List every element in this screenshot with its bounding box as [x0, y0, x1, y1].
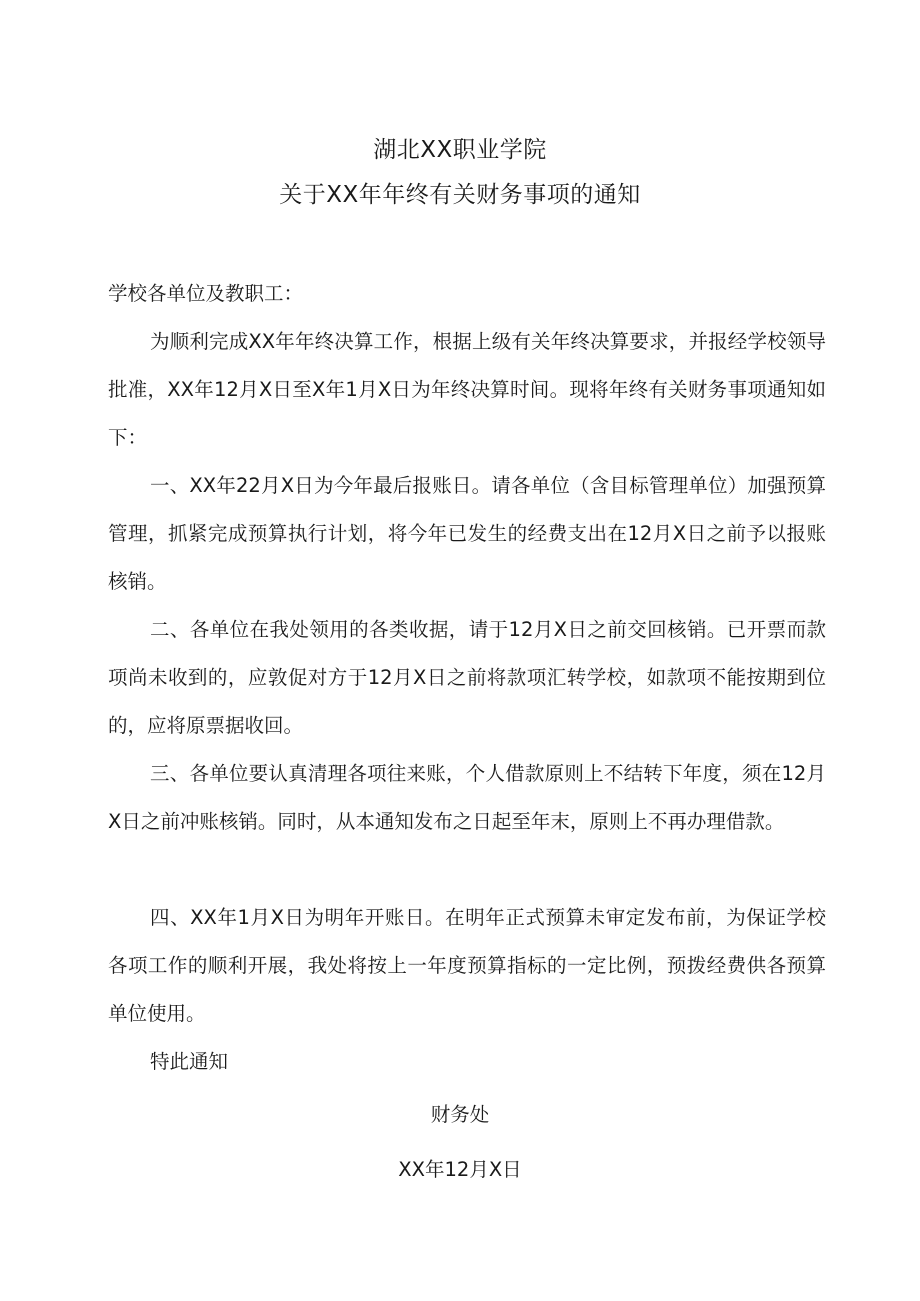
salutation: 学校各单位及教职工：: [108, 282, 304, 305]
paragraph-item-1: 一、XX年22月X日为今年最后报账日。请各单位（含目标管理单位）加强预算管理，抓紧完成预算执行计划，将今年已发生的经费支出在12月X日之前予以报账核销。: [108, 474, 826, 593]
document-title-institution: 湖北XX职业学院: [373, 137, 547, 163]
paragraph-item-2: 二、各单位在我处领用的各类收据，请于12月X日之前交回核销。已开票而款项尚未收到的，应敦促对方于12月X日之前将款项汇转学校，如款项不能按期到位的，应将原票据收回。: [108, 618, 826, 737]
document-title-subject: 关于XX年年终有关财务事项的通知: [279, 182, 641, 208]
paragraph-item-3: 三、各单位要认真清理各项往来账，个人借款原则上不结转下年度，须在12月X日之前冲账核销。同时，从本通知发布之日起至年末，原则上不再办理借款。: [108, 762, 826, 833]
signature-date: XX年12月X日: [398, 1158, 522, 1181]
paragraph-item-4: 四、XX年1月X日为明年开账日。在明年正式预算未审定发布前，为保证学校各项工作的顺利开展，我处将按上一年度预算指标的一定比例，预拨经费供各预算单位使用。: [108, 906, 826, 1025]
paragraph-closing: 特此通知: [150, 1050, 229, 1073]
signature-department: 财务处: [430, 1103, 490, 1126]
paragraph-intro: 为顺利完成XX年年终决算工作，根据上级有关年终决算要求，并报经学校领导批准，XX年12月X日至X年1月X日为年终决算时间。现将年终有关财务事项通知如下：: [108, 330, 826, 449]
